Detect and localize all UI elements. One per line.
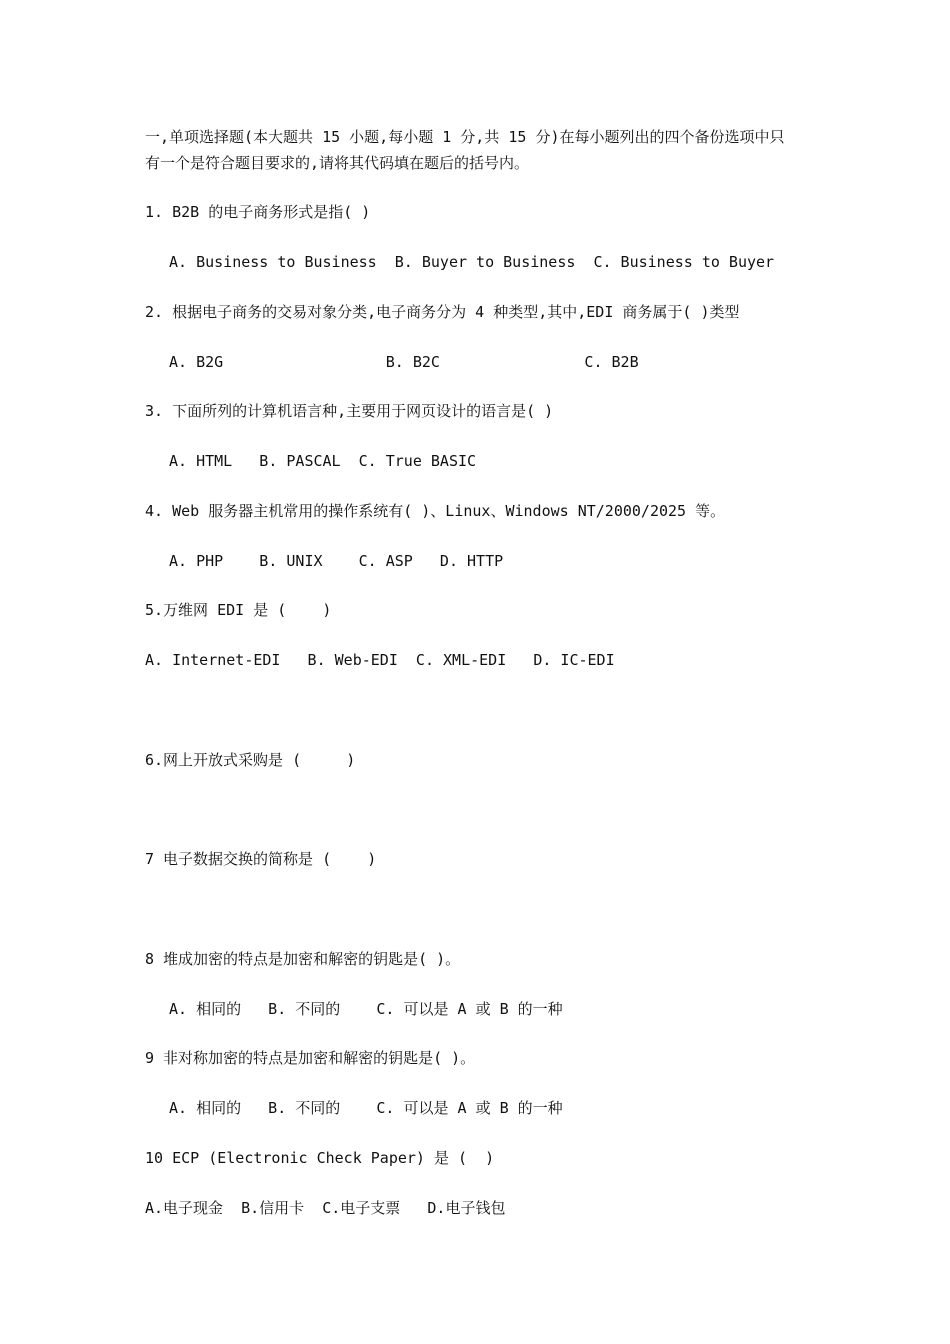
question-9-stem: 9 非对称加密的特点是加密和解密的钥匙是( )。 xyxy=(145,1049,476,1067)
question-4-options: A. PHP B. UNIX C. ASP D. HTTP xyxy=(169,552,504,570)
question-2-stem: 2. 根据电子商务的交易对象分类,电子商务分为 4 种类型,其中,EDI 商务属于( )类型 xyxy=(145,303,740,321)
question-9-options: A. 相同的 B. 不同的 C. 可以是 A 或 B 的一种 xyxy=(169,1099,563,1117)
question-2-options: A. B2G B. B2C C. B2B xyxy=(169,353,639,371)
question-8-options: A. 相同的 B. 不同的 C. 可以是 A 或 B 的一种 xyxy=(169,1000,563,1018)
question-4-stem: 4. Web 服务器主机常用的操作系统有( )、Linux、Windows NT/2000/2025 等。 xyxy=(145,502,726,520)
question-3-options: A. HTML B. PASCAL C. True BASIC xyxy=(169,452,477,470)
question-1-stem: 1. B2B 的电子商务形式是指( ) xyxy=(145,203,371,221)
question-5-options: A. Internet-EDI B. Web-EDI C. XML-EDI D. IC-EDI xyxy=(145,651,615,669)
section-heading-line-1: 一,单项选择题(本大题共 15 小题,每小题 1 分,共 15 分)在每小题列出的四个备份选项中只 xyxy=(145,128,785,146)
question-10-stem: 10 ECP (Electronic Check Paper) 是 ( ) xyxy=(145,1149,495,1167)
question-1-options: A. Business to Business B. Buyer to Business C. Business to Buyer xyxy=(169,253,775,271)
section-heading-line-2: 有一个是符合题目要求的,请将其代码填在题后的括号内。 xyxy=(145,154,530,172)
question-3-stem: 3. 下面所列的计算机语言种,主要用于网页设计的语言是( ) xyxy=(145,402,554,420)
question-6-stem: 6.网上开放式采购是 ( ) xyxy=(145,751,356,769)
question-5-stem: 5.万维网 EDI 是 ( ) xyxy=(145,601,332,619)
question-8-stem: 8 堆成加密的特点是加密和解密的钥匙是( )。 xyxy=(145,950,461,968)
question-10-options: A.电子现金 B.信用卡 C.电子支票 D.电子钱包 xyxy=(145,1199,506,1217)
question-7-stem: 7 电子数据交换的简称是 ( ) xyxy=(145,850,377,868)
